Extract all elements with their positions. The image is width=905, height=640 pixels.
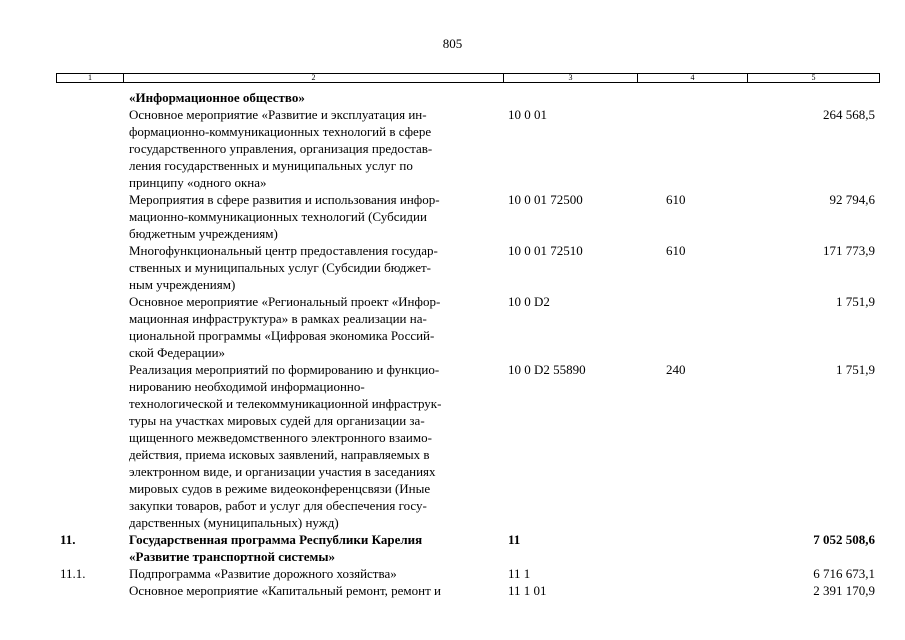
row-description xyxy=(129,565,495,582)
amount: 2 391 170,9 xyxy=(813,583,875,598)
description-line: мировых судов в режиме видеоконференцсвязи (Иные xyxy=(129,481,431,496)
amount: 7 052 508,6 xyxy=(813,532,875,547)
description-line: Реализация мероприятий по формированию и функцио- xyxy=(129,362,440,377)
row-description xyxy=(129,293,495,361)
table-row xyxy=(0,242,905,293)
table-row xyxy=(0,191,905,242)
description-line: щищенного межведомственного электронного взаимо- xyxy=(129,430,432,445)
page-number: 805 xyxy=(442,36,463,51)
amount: 6 716 673,1 xyxy=(813,566,875,581)
description-line: Основное мероприятие «Развитие и эксплуатация ин- xyxy=(129,107,427,122)
header-col-4: 4 xyxy=(637,74,747,82)
description-line: «Информационное общество» xyxy=(129,90,305,105)
table-row xyxy=(0,361,905,531)
table-row xyxy=(0,531,905,565)
row-description xyxy=(129,191,495,242)
row-description xyxy=(129,582,495,599)
row-description xyxy=(129,531,495,565)
table-row xyxy=(0,565,905,582)
description-line: циональной программы «Цифровая экономика Россий- xyxy=(129,328,435,343)
row-description xyxy=(129,361,495,531)
table-header xyxy=(56,73,880,83)
description-line: ным учреждениям) xyxy=(129,277,236,292)
description-line: электронном виде, и организации участия в заседаниях xyxy=(129,464,436,479)
target-article-code: 10 0 01 xyxy=(508,107,547,122)
expense-type-code: 240 xyxy=(666,362,686,377)
row-number: 11.1. xyxy=(60,566,86,581)
description-line: закупки товаров, работ и услуг для обеспечения госу- xyxy=(129,498,427,513)
description-line: Основное мероприятие «Региональный проект «Инфор- xyxy=(129,294,441,309)
target-article-code: 10 0 01 72510 xyxy=(508,243,583,258)
description-line: дарственных (муниципальных) нужд) xyxy=(129,515,339,530)
expense-type-code: 610 xyxy=(666,192,686,207)
header-col-3: 3 xyxy=(503,74,637,82)
description-line: ской Федерации» xyxy=(129,345,226,360)
target-article-code: 10 0 01 72500 xyxy=(508,192,583,207)
table-row xyxy=(0,293,905,361)
description-line: принципу «одного окна» xyxy=(129,175,267,190)
description-line: Многофункциональный центр предоставления государ- xyxy=(129,243,438,258)
amount: 1 751,9 xyxy=(836,294,875,309)
target-article-code: 10 0 D2 55890 xyxy=(508,362,586,377)
description-line: туры на участках мировых судей для организации за- xyxy=(129,413,425,428)
amount: 171 773,9 xyxy=(823,243,875,258)
target-article-code: 11 1 xyxy=(508,566,531,581)
header-col-2: 2 xyxy=(123,74,503,82)
description-line: Подпрограмма «Развитие дорожного хозяйства» xyxy=(129,566,397,581)
description-line: мационная инфраструктура» в рамках реализации на- xyxy=(129,311,427,326)
description-line: технологической и телекоммуникационной инфраструк- xyxy=(129,396,442,411)
target-article-code: 11 1 01 xyxy=(508,583,547,598)
description-line: ственных и муниципальных услуг (Субсидии бюджет- xyxy=(129,260,431,275)
description-line: бюджетным учреждениям) xyxy=(129,226,278,241)
description-line: «Развитие транспортной системы» xyxy=(129,549,335,564)
expense-type-code: 610 xyxy=(666,243,686,258)
description-line: нированию необходимой информационно- xyxy=(129,379,365,394)
description-line: ления государственных и муниципальных услуг по xyxy=(129,158,413,173)
amount: 1 751,9 xyxy=(836,362,875,377)
table-body xyxy=(0,89,905,599)
description-line: Основное мероприятие «Капитальный ремонт, ремонт и xyxy=(129,583,441,598)
description-line: государственного управления, организация предостав- xyxy=(129,141,433,156)
row-description xyxy=(129,242,495,293)
target-article-code: 10 0 D2 xyxy=(508,294,550,309)
target-article-code: 11 xyxy=(508,532,521,547)
description-line: мационно-коммуникационных технологий (Субсидии xyxy=(129,209,427,224)
description-line: Государственная программа Республики Карелия xyxy=(129,532,423,547)
table-row xyxy=(0,89,905,106)
row-description xyxy=(129,106,495,191)
description-line: действия, приема исковых заявлений, направляемых в xyxy=(129,447,430,462)
table-row xyxy=(0,106,905,191)
header-col-5: 5 xyxy=(747,74,879,82)
header-col-1: 1 xyxy=(88,73,92,82)
table-row xyxy=(0,582,905,599)
amount: 92 794,6 xyxy=(829,192,875,207)
amount: 264 568,5 xyxy=(823,107,875,122)
row-number: 11. xyxy=(60,532,76,547)
row-description xyxy=(129,89,495,106)
description-line: Мероприятия в сфере развития и использования инфор- xyxy=(129,192,440,207)
description-line: формационно-коммуникационных технологий в сфере xyxy=(129,124,432,139)
